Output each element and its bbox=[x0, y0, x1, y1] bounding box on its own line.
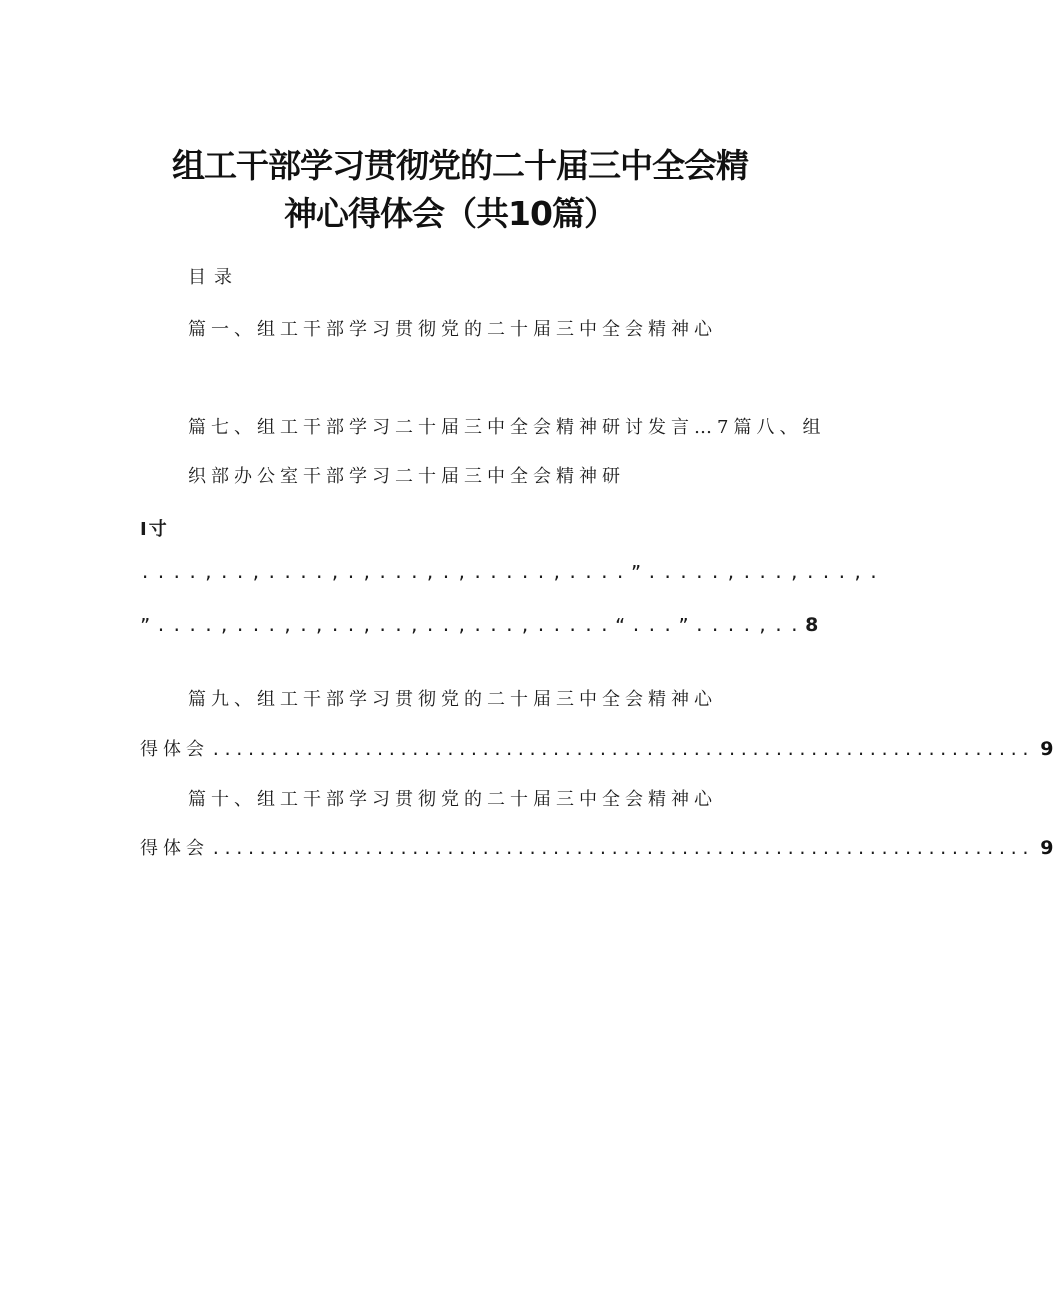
toc-heading: 目录 bbox=[188, 267, 240, 288]
toc-entry-10-line-1: 篇十、组工干部学习贯彻党的二十届三中全会精神心 bbox=[188, 789, 717, 810]
stray-ocr-text: I寸 bbox=[140, 519, 169, 540]
toc-entry-10-leader: ...................................................................... bbox=[211, 839, 1033, 858]
dot-leader-line-2 bbox=[140, 614, 819, 636]
toc-entry-9-text: 得体会 bbox=[140, 739, 209, 760]
document-title-line-2: 神心得体会（共10篇） bbox=[284, 194, 616, 233]
toc-entry-10-text: 得体会 bbox=[140, 838, 209, 859]
toc-entry-7-line-1: 篇七、组工干部学习二十届三中全会精神研讨发言…7篇八、组 bbox=[188, 417, 826, 438]
toc-entry-9-line-2 bbox=[140, 735, 1054, 761]
dot-leader-text: ”....,...,.,..,..,..,...,.....“...”....,.. bbox=[140, 616, 806, 636]
document-title-line-1: 组工干部学习贯彻党的二十届三中全会精 bbox=[172, 146, 748, 185]
toc-page-number-8: 8 bbox=[805, 614, 819, 636]
toc-entry-10-line-2 bbox=[140, 834, 1054, 860]
dot-leader-line-1: ....,..,....,.,...,.,.....,....”.....,...,...,. bbox=[140, 563, 885, 583]
toc-entry-10-page: 9 bbox=[1040, 837, 1054, 859]
toc-entry-9-leader: ...................................................................... bbox=[211, 740, 1033, 759]
toc-entry-9-page: 9 bbox=[1040, 738, 1054, 760]
toc-entry-8-line-2: 织部办公室干部学习二十届三中全会精神研 bbox=[188, 466, 625, 487]
toc-entry-9-line-1: 篇九、组工干部学习贯彻党的二十届三中全会精神心 bbox=[188, 689, 717, 710]
toc-entry-1: 篇一、组工干部学习贯彻党的二十届三中全会精神心 bbox=[188, 319, 717, 340]
